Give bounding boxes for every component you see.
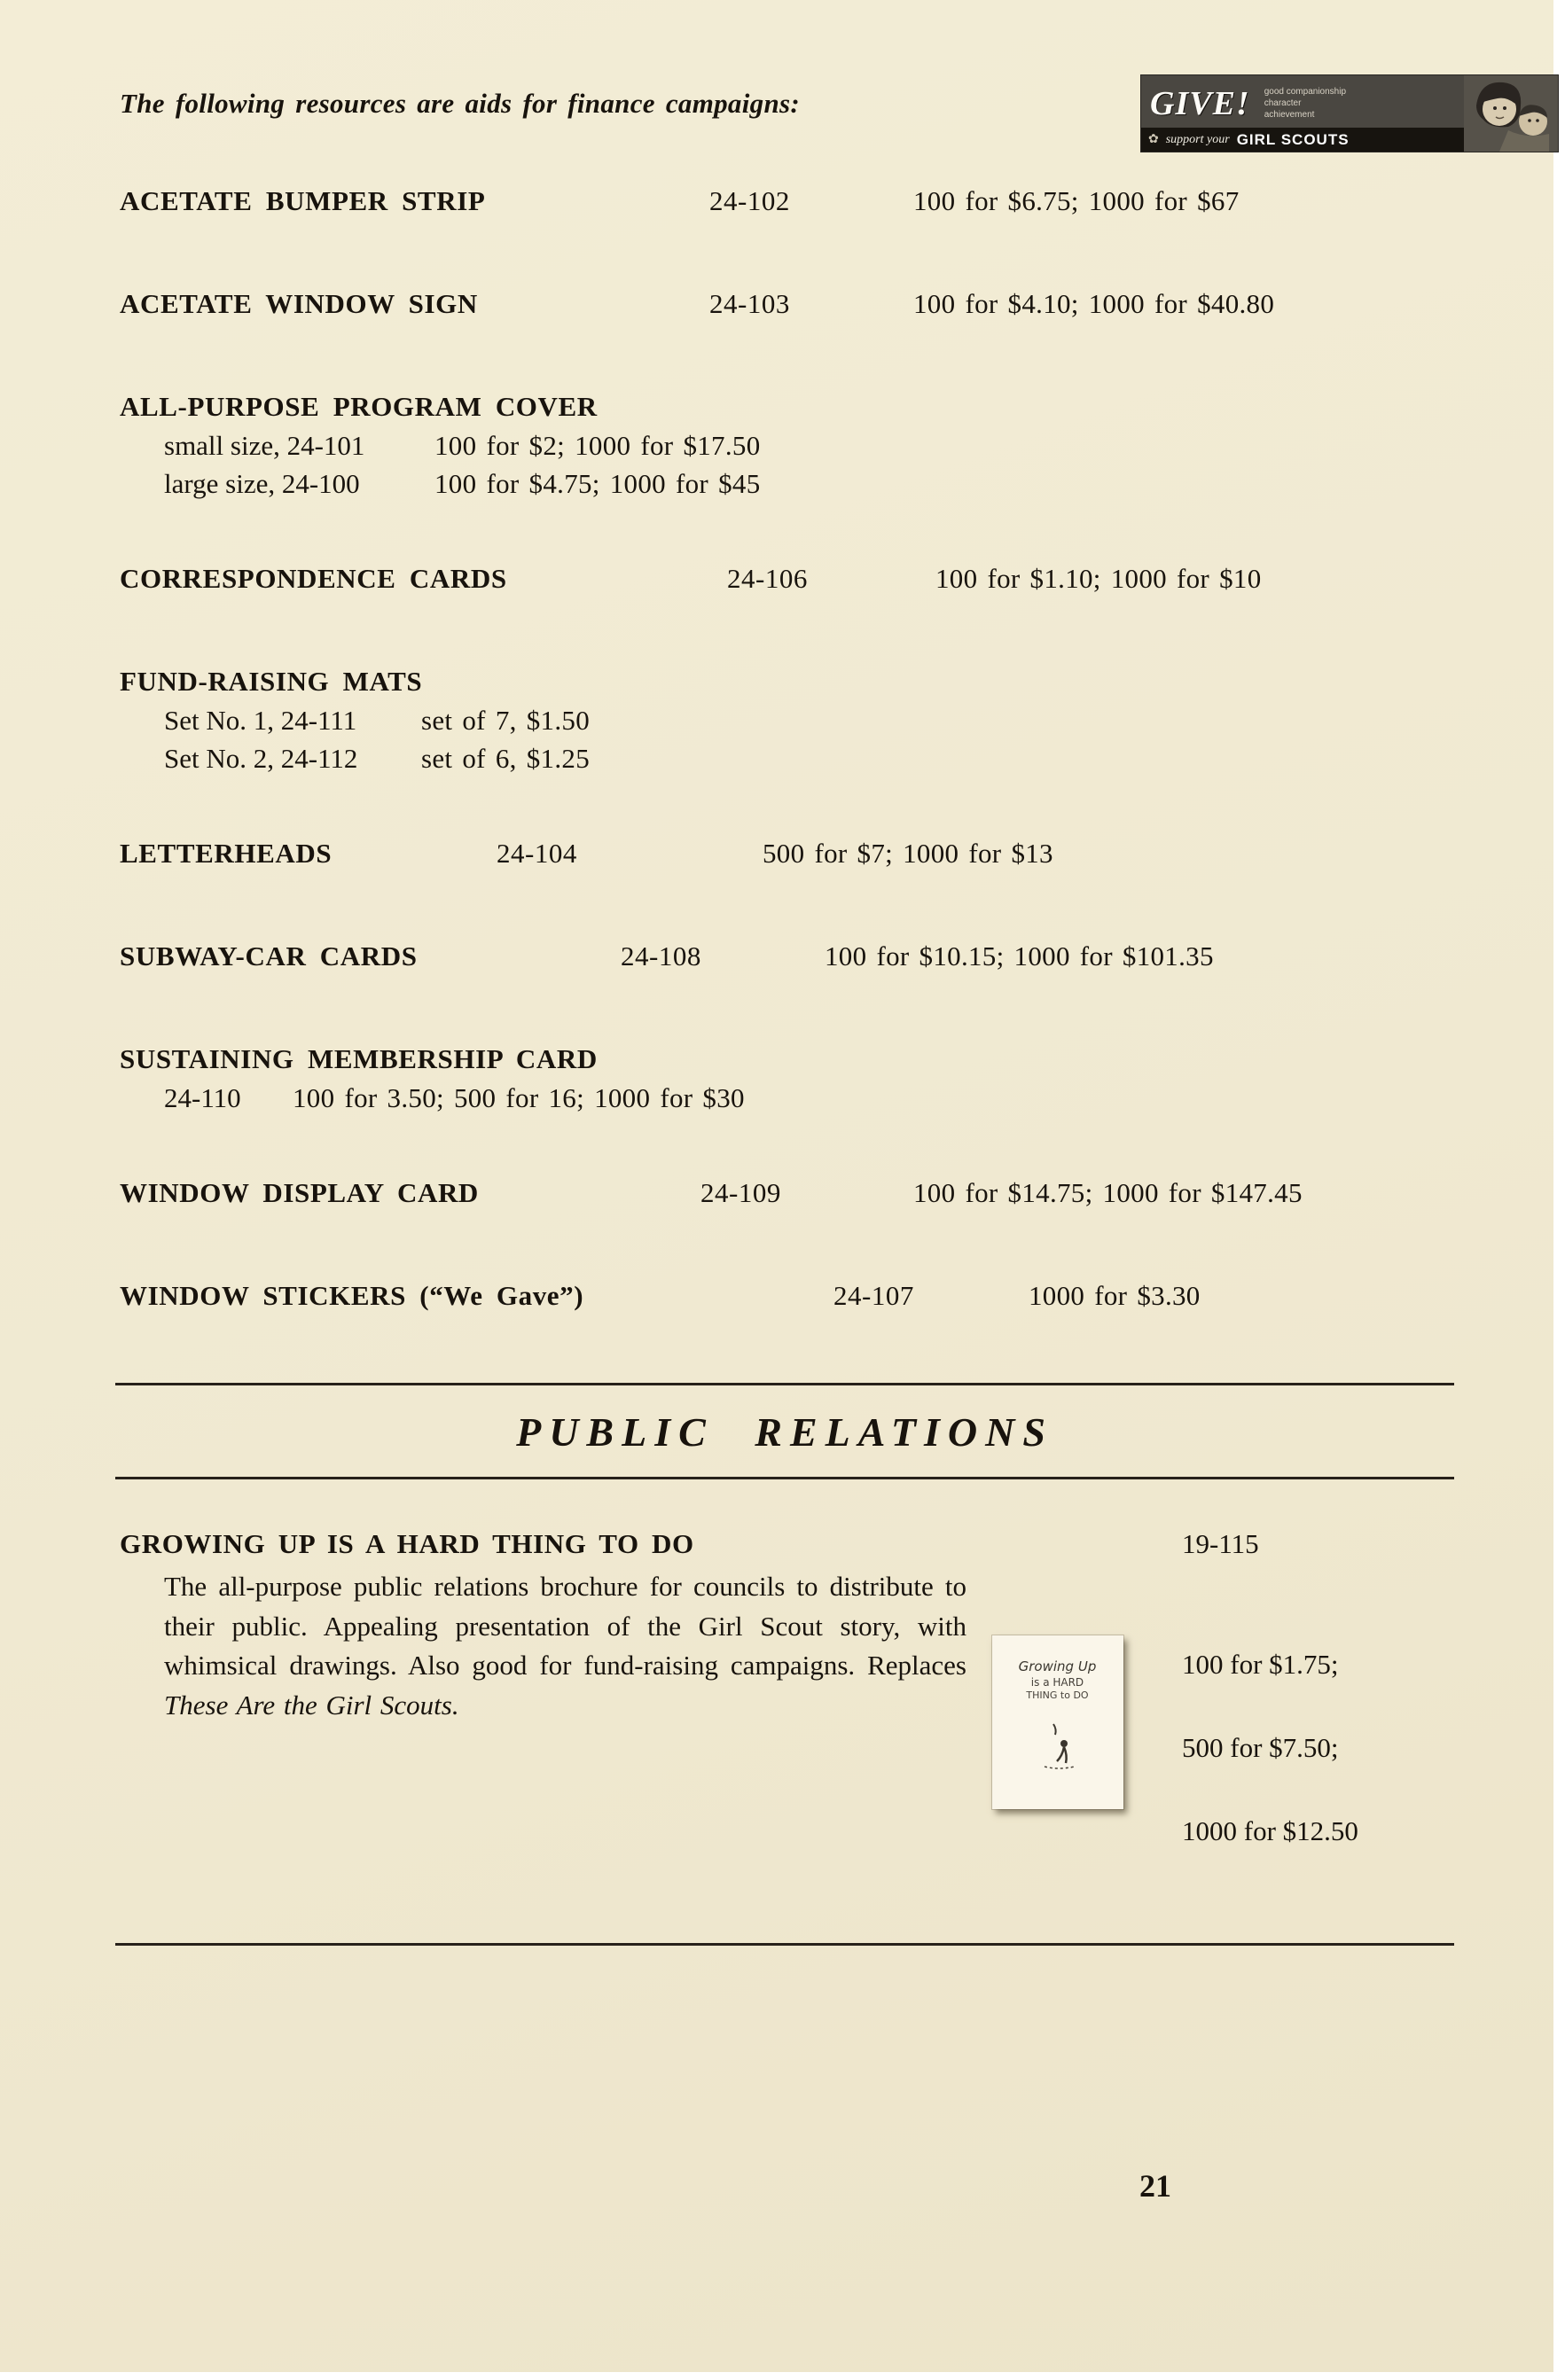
variant-label: Set No. 1, 24-111: [164, 705, 357, 736]
item-code: 24-106: [727, 563, 808, 594]
item-price: 100 for $1.10; 1000 for $10: [935, 563, 1262, 594]
entry-description-text: The all-purpose public relations brochure for councils to distribute to their public. Appealing presentation of the Girl Scout story, with whimsical drawings. Also good for fund-raising campaigns. Replaces: [164, 1571, 966, 1681]
brochure-title-line: Growing Up: [1018, 1658, 1097, 1674]
section-title-public-relations: PUBLIC RELATIONS: [516, 1409, 1053, 1455]
item-name: ALL-PURPOSE PROGRAM COVER: [120, 391, 598, 422]
variant-label: Set No. 2, 24-112: [164, 743, 358, 774]
catalog-item-correspondence-cards: [120, 563, 1553, 595]
give-logo-text: GIVE!: [1150, 84, 1250, 122]
item-variant: [164, 1079, 1553, 1117]
section-divider-top: [115, 1383, 1454, 1385]
item-variant: [164, 739, 1553, 777]
variant-label: 24-110: [164, 1082, 241, 1113]
catalog-item-acetate-window-sign: [120, 288, 1553, 320]
item-variant: [164, 464, 1553, 503]
tagline-line: achievement: [1264, 110, 1315, 120]
item-name: WINDOW STICKERS (“We Gave”): [120, 1280, 584, 1311]
entry-description: [164, 1567, 966, 1847]
item-price: 500 for $7; 1000 for $13: [763, 838, 1053, 869]
growing-up-entry: [120, 1528, 1503, 1847]
give-banner-strip: [1141, 128, 1464, 152]
girl-scout-illustration: [1464, 75, 1558, 152]
give-banner-left: [1141, 75, 1464, 152]
give-banner-top: [1141, 75, 1464, 128]
catalog-item-fund-raising-mats: [120, 666, 1553, 777]
girl-scout-faces-icon: [1464, 75, 1558, 152]
tagline-line: character: [1264, 98, 1302, 108]
entry-title: GROWING UP IS A HARD THING TO DO: [120, 1528, 694, 1559]
item-name: FUND-RAISING MATS: [120, 666, 423, 697]
catalog-item-window-display-card: [120, 1177, 1553, 1209]
variant-price: 100 for 3.50; 500 for 16; 1000 for $30: [293, 1082, 745, 1113]
item-name: SUBWAY-CAR CARDS: [120, 940, 418, 972]
item-code: 24-104: [497, 838, 577, 869]
variant-label: large size, 24-100: [164, 468, 360, 499]
variant-label: small size, 24-101: [164, 430, 365, 461]
entry-code: 19-115: [1182, 1528, 1259, 1559]
item-code: 24-108: [621, 940, 701, 972]
item-code: 24-109: [700, 1177, 781, 1208]
item-price: 100 for $4.10; 1000 for $40.80: [913, 288, 1275, 319]
support-text: support your: [1165, 132, 1230, 146]
flower-icon: ✿: [1148, 132, 1159, 146]
item-name: ACETATE WINDOW SIGN: [120, 288, 478, 319]
entry-prices: [1148, 1649, 1503, 1847]
item-name: ACETATE BUMPER STRIP: [120, 185, 486, 216]
tagline-line: good companionship: [1264, 87, 1347, 97]
price-line: 100 for $1.75;: [1182, 1649, 1339, 1680]
price-line: 1000 for $12.50: [1182, 1815, 1358, 1846]
brochure-sketch-icon: [1027, 1713, 1089, 1775]
item-name: WINDOW DISPLAY CARD: [120, 1177, 479, 1208]
variant-price: set of 7, $1.50: [421, 705, 591, 736]
page-number: 21: [1139, 2168, 1171, 2204]
price-line: 500 for $7.50;: [1182, 1732, 1339, 1763]
catalog-item-list: [120, 185, 1553, 1312]
item-name: LETTERHEADS: [120, 838, 333, 869]
catalog-item-letterheads: [120, 838, 1553, 870]
intro-text: The following resources are aids for finance campaigns:: [120, 88, 800, 119]
variant-price: set of 6, $1.25: [421, 743, 591, 774]
catalog-item-all-purpose-program-cover: [120, 391, 1553, 503]
section-divider-bottom: [115, 1477, 1454, 1479]
item-price: 1000 for $3.30: [1029, 1280, 1201, 1311]
item-name: CORRESPONDENCE CARDS: [120, 563, 507, 594]
catalog-item-window-stickers: [120, 1280, 1553, 1312]
catalog-item-acetate-bumper-strip: [120, 185, 1553, 217]
variant-price: 100 for $2; 1000 for $17.50: [434, 430, 761, 461]
item-variant: [164, 426, 1553, 464]
item-code: 24-102: [709, 185, 790, 216]
variant-price: 100 for $4.75; 1000 for $45: [434, 468, 761, 499]
catalog-item-subway-car-cards: [120, 940, 1553, 972]
girl-scouts-brand: GIRL SCOUTS: [1236, 130, 1350, 148]
item-price: 100 for $10.15; 1000 for $101.35: [825, 940, 1214, 972]
item-code: 24-103: [709, 288, 790, 319]
item-variant: [164, 701, 1553, 739]
give-banner: [1141, 75, 1558, 152]
brochure-thumbnail: [992, 1635, 1123, 1809]
catalog-item-sustaining-membership-card: [120, 1043, 1553, 1117]
item-price: 100 for $6.75; 1000 for $67: [913, 185, 1240, 216]
entry-description-italic: These Are the Girl Scouts.: [164, 1689, 459, 1721]
item-name: SUSTAINING MEMBERSHIP CARD: [120, 1043, 598, 1074]
brochure-title-line: THING to DO: [1026, 1689, 1089, 1701]
give-banner-tagline: [1264, 87, 1346, 120]
page-header: [120, 75, 1558, 152]
item-code: 24-107: [833, 1280, 914, 1311]
brochure-title-line: is a HARD: [1030, 1676, 1084, 1689]
footer-divider: [115, 1943, 1454, 1946]
item-price: 100 for $14.75; 1000 for $147.45: [913, 1177, 1303, 1208]
